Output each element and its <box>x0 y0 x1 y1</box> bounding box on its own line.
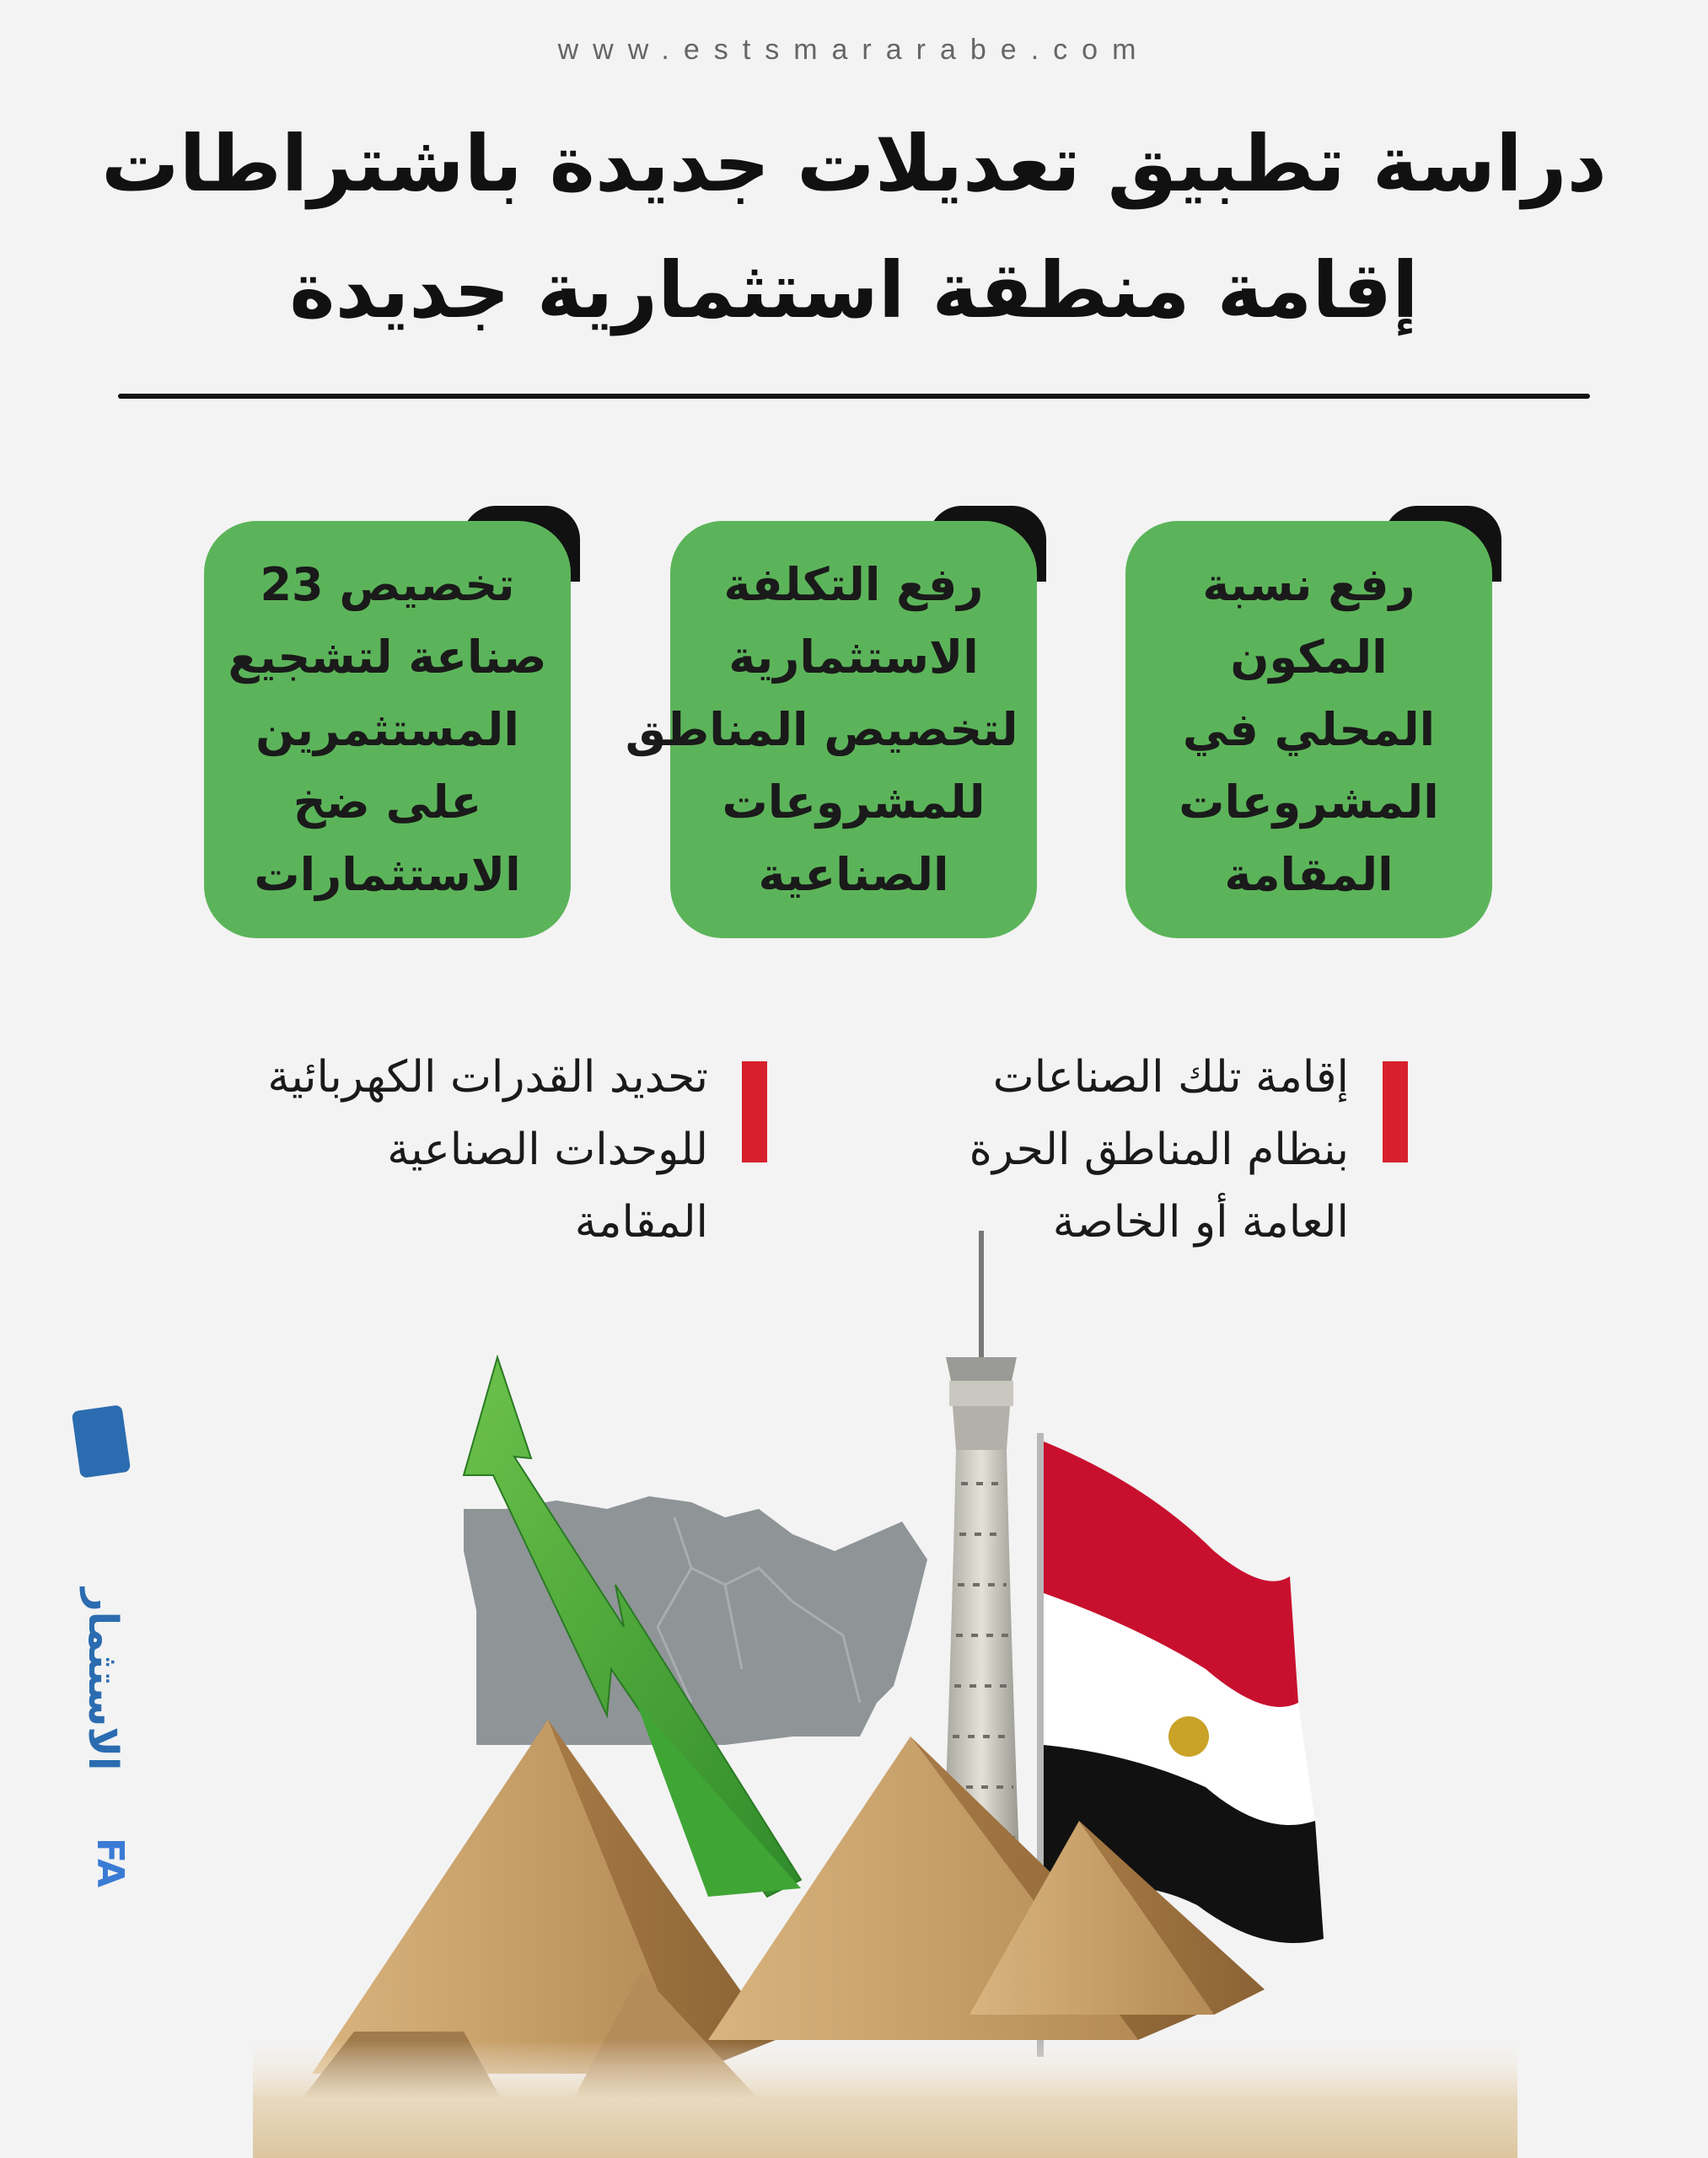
page-title <box>67 101 1641 354</box>
logo-badge <box>72 1404 132 1479</box>
illustration <box>253 1231 1517 2158</box>
card-line: لتخصيص المناطق <box>625 702 1018 756</box>
note-line: بنظام المناطق الحرة <box>969 1125 1349 1175</box>
card-text <box>1145 549 1474 911</box>
card-line: المكون <box>1230 630 1388 684</box>
note-text <box>969 1041 1349 1259</box>
note-text <box>267 1041 708 1259</box>
card-23-industries <box>204 506 575 940</box>
card-line: المستثمرين <box>255 702 519 756</box>
site-url: www.estsmararabe.com <box>557 34 1151 66</box>
note-line: تحديد القدرات الكهربائية <box>267 1052 708 1103</box>
card-line: الصناعية <box>758 847 949 901</box>
pyramids <box>253 1720 1517 2158</box>
card-body <box>1125 521 1492 938</box>
card-line: الاستثمارات <box>254 847 521 901</box>
card-line: رفع نسبة <box>1202 557 1415 611</box>
note-line: إقامة تلك الصناعات <box>992 1052 1349 1103</box>
note-line: للوحدات الصناعية <box>387 1125 708 1175</box>
note-accent-bar <box>1383 1061 1408 1162</box>
title-line-1: دراسة تطبيق تعديلات جديدة باشتراطات <box>101 119 1607 209</box>
card-line: المحلي في <box>1182 702 1436 756</box>
brand-initials-logo: FA <box>89 1838 132 1888</box>
card-local-component <box>1125 506 1496 940</box>
card-line: للمشروعات <box>722 775 986 829</box>
card-body <box>204 521 571 938</box>
card-line: المقامة <box>1224 847 1394 901</box>
card-text <box>223 549 552 911</box>
card-line: صناعة لتشجيع <box>228 630 547 684</box>
card-line: المشروعات <box>1179 775 1439 829</box>
note-line: المقامة <box>574 1197 708 1248</box>
title-line-2: إقامة منطقة استثمارية جديدة <box>289 245 1419 336</box>
card-investment-cost <box>625 506 1041 940</box>
brand-logo: الاستثمار <box>79 1587 126 1770</box>
note-line: العامة أو الخاصة <box>1052 1197 1349 1248</box>
title-divider <box>118 394 1590 399</box>
side-logos <box>59 1399 160 1947</box>
card-line: تخصيص 23 <box>260 557 515 611</box>
card-body <box>625 521 1037 938</box>
card-line: الاستثمارية <box>728 630 979 684</box>
card-text <box>625 549 1018 911</box>
note-accent-bar <box>742 1061 767 1162</box>
card-line: رفع التكلفة <box>723 557 984 611</box>
card-line: على ضخ <box>293 775 482 829</box>
